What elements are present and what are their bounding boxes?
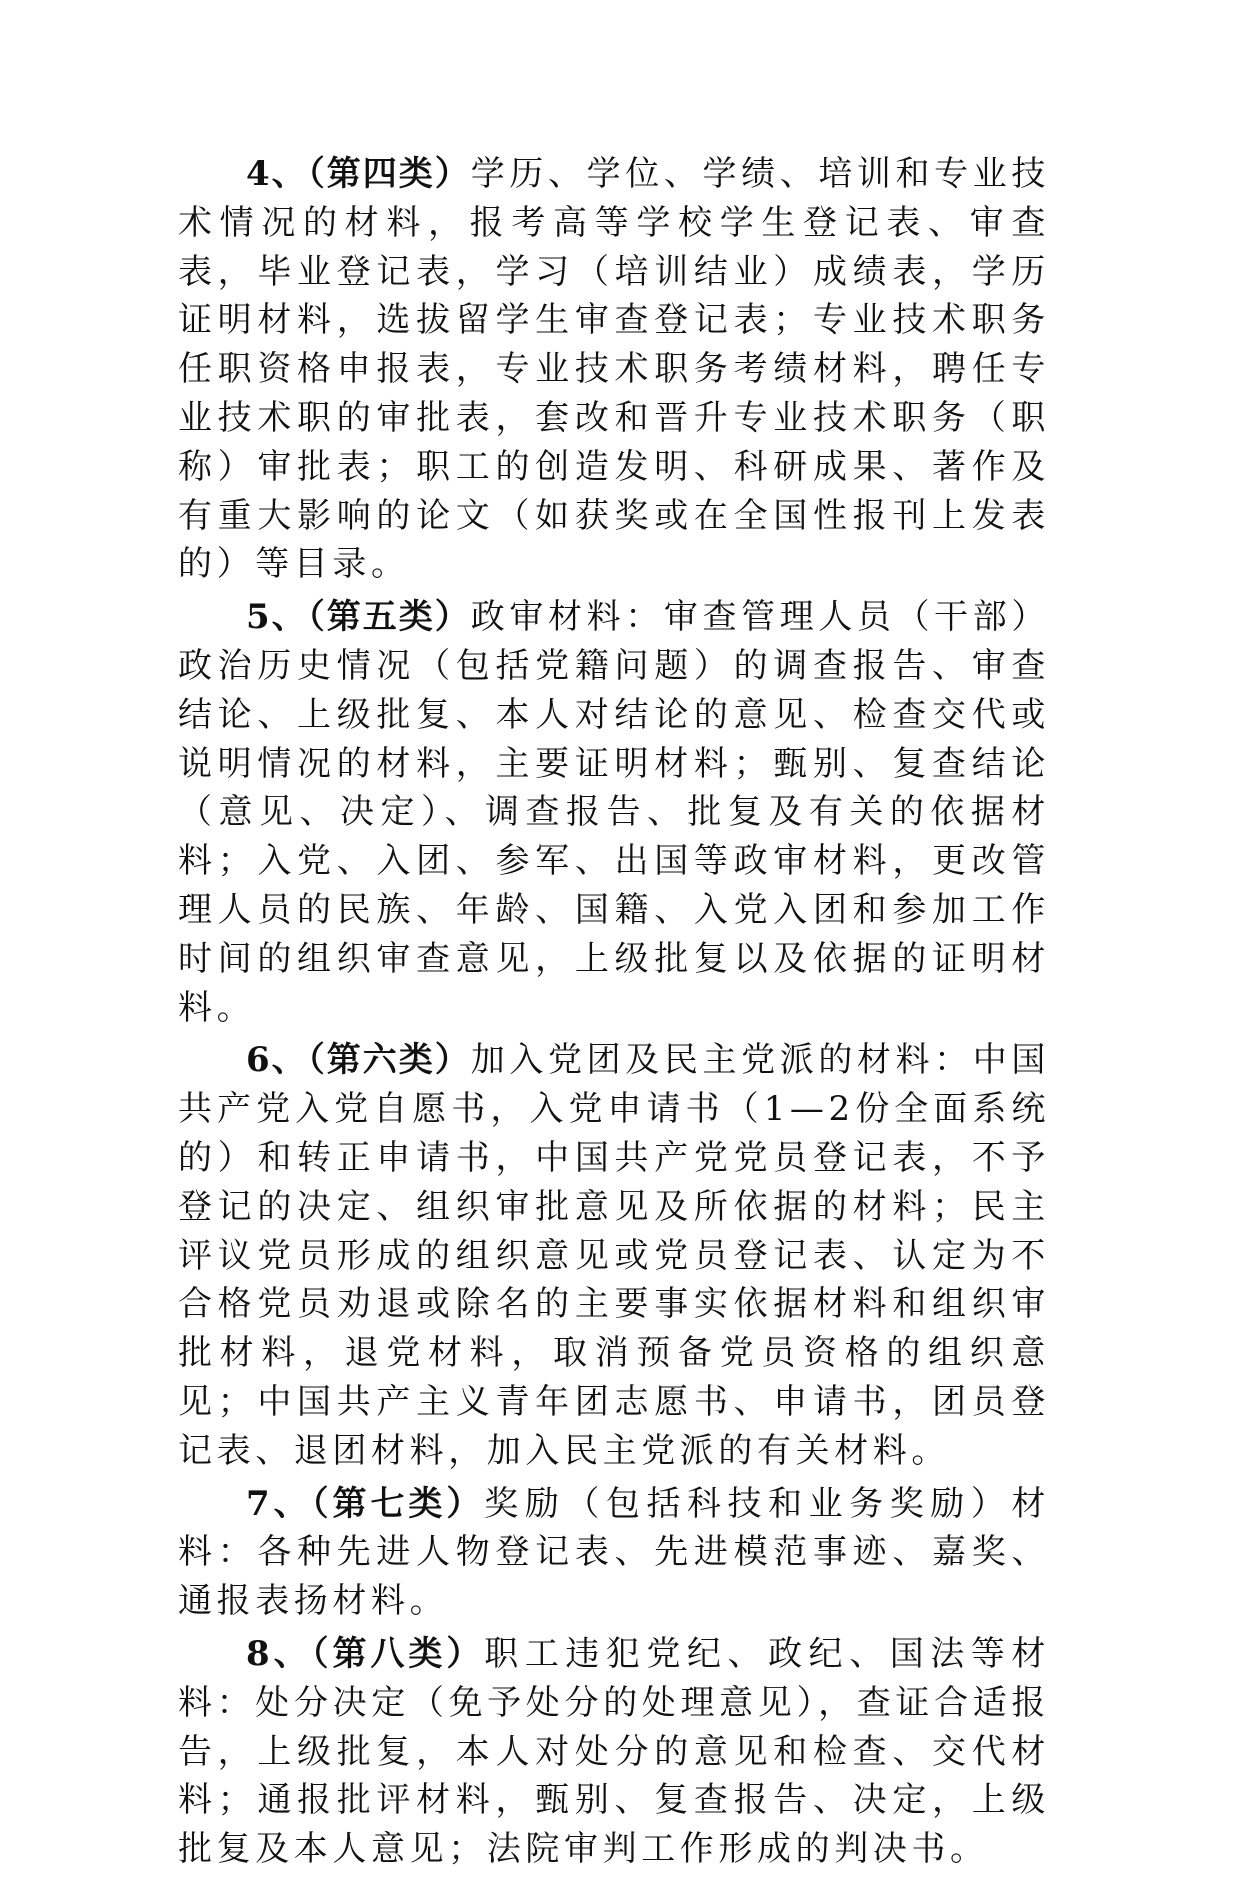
section-heading: 6、（第六类） [246,1040,471,1081]
section-body: 加入党团及民主党派的材料：中国共产党入党自愿书，入党申请书（1—2份全面系统的）和转正申请书，中国共产党党员登记表，不予登记的决定、组织审批意见及所依据的材料；民主评议党员形成的组织意见或党员登记表、认定为不合格党员劝退或除名的主要事实依据材料和组织审批材料，退党材料，取消预备党员资格的组织意见；中国共产主义青年团志愿书、申请书，团员登记表、退团材料，加入民主党派的有关材料。 [178,1040,1050,1471]
section-heading: 7、（第七类） [246,1483,485,1524]
section-body: 职工违犯党纪、政纪、国法等材料：处分决定（免予处分的处理意见），查证合适报告，上级批复，本人对处分的意见和检查、交代材料；通报批评材料，甄别、复查报告、决定，上级批复及本人意见；法院审判工作形成的判决书。 [178,1633,1050,1870]
section-body: 政审材料：审查管理人员（干部）政治历史情况（包括党籍问题）的调查报告、审查结论、上级批复、本人对结论的意见、检查交代或说明情况的材料，主要证明材料；甄别、复查结论（意见、决定）、调查报告、批复及有关的依据材料；入党、入团、参军、出国等政审材料，更改管理人员的民族、年龄、国籍、入党入团和参加工作时间的组织审查意见，上级批复以及依据的证明材料。 [178,597,1050,1028]
document-page [178,150,1050,1878]
section-4 [178,150,1050,589]
section-8 [178,1630,1050,1874]
section-6 [178,1036,1050,1475]
section-body: 奖励（包括科技和业务奖励）材料：各种先进人物登记表、先进模范事迹、嘉奖、通报表扬材料。 [178,1483,1050,1622]
section-heading: 5、（第五类） [246,597,471,638]
section-body: 学历、学位、学绩、培训和专业技术情况的材料，报考高等学校学生登记表、审查表，毕业登记表，学习（培训结业）成绩表，学历证明材料，选拔留学生审查登记表；专业技术职务任职资格申报表，专业技术职务考绩材料，聘任专业技术职的审批表，套改和晋升专业技术职务（职称）审批表；职工的创造发明、科研成果、著作及有重大影响的论文（如获奖或在全国性报刊上发表的）等目录。 [178,154,1050,585]
section-heading: 8、（第八类） [246,1633,485,1674]
section-7 [178,1480,1050,1626]
section-heading: 4、（第四类） [246,154,471,194]
section-5 [178,593,1050,1032]
